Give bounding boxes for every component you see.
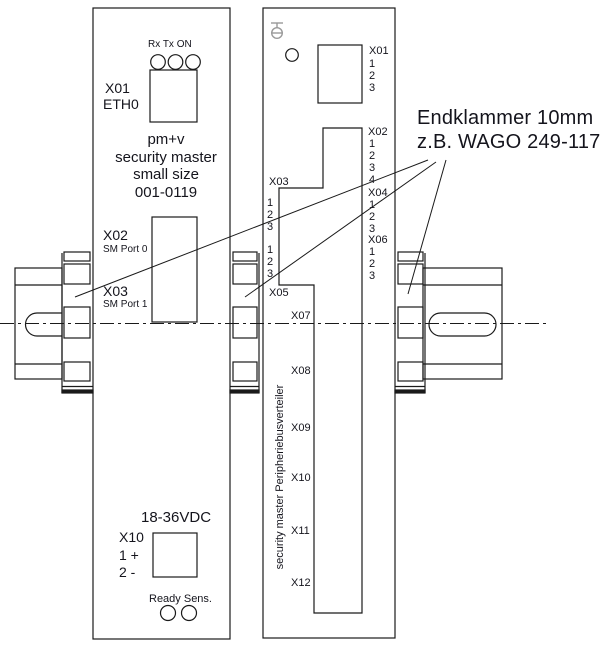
r-x03-pin2: 2 xyxy=(267,209,274,221)
led-on xyxy=(186,55,201,70)
r-x06-pin2: 2 xyxy=(369,258,376,270)
r-x05-pin3: 3 xyxy=(267,268,274,280)
annotation-line-2: z.B. WAGO 249-117 xyxy=(417,130,601,153)
r-x02-pin4: 4 xyxy=(369,174,376,186)
middle-bracket-strip xyxy=(230,252,259,393)
r-x02-label: X02 xyxy=(368,126,388,138)
x10-pin2-label: 2 - xyxy=(119,564,136,580)
x10-pin1-label: 1 + xyxy=(119,547,139,563)
r-x01-pin1: 1 xyxy=(369,58,376,70)
x02-label: X02 xyxy=(103,227,128,243)
annotation-line-1: Endklammer 10mm xyxy=(417,107,594,129)
led-ready xyxy=(161,606,176,621)
eth0-port xyxy=(150,70,197,122)
x01-label: X01 xyxy=(105,80,130,96)
r-x12-label: X12 xyxy=(291,577,311,589)
r-x04-label: X04 xyxy=(368,187,388,199)
ground-icon xyxy=(271,23,283,38)
x01-connector xyxy=(318,45,362,103)
right-module-hole xyxy=(286,49,299,62)
r-x02-pin1: 1 xyxy=(369,138,376,150)
r-x06-label: X06 xyxy=(368,234,388,246)
r-x01-pin2: 2 xyxy=(369,70,376,82)
r-x05-pin2: 2 xyxy=(267,256,274,268)
r-x09-label: X09 xyxy=(291,422,311,434)
peripheriebusverteiler-side-text: security master Peripheriebusverteiler xyxy=(274,384,286,570)
r-x03-pin3: 3 xyxy=(267,221,274,233)
r-x02-pin2: 2 xyxy=(369,150,376,162)
r-x02-pin3: 3 xyxy=(369,162,376,174)
end-clamp-annotation xyxy=(417,107,600,154)
r-x05-label: X05 xyxy=(269,287,289,299)
led-rx xyxy=(151,55,166,70)
led-sens xyxy=(182,606,197,621)
module-title xyxy=(96,131,236,201)
r-x04-pin2: 2 xyxy=(369,211,376,223)
led-row-label: Rx Tx ON xyxy=(148,39,192,50)
r-x03-label: X03 xyxy=(269,176,289,188)
r-x01-pin3: 3 xyxy=(369,82,376,94)
r-x10-label: X10 xyxy=(291,472,311,484)
sm-port-connector xyxy=(152,217,197,322)
title-line-2: security master xyxy=(115,148,217,166)
power-connector xyxy=(153,533,197,577)
x03-label: X03 xyxy=(103,283,128,299)
led-tx xyxy=(168,55,183,70)
title-line-4: 001-0119 xyxy=(134,183,198,201)
r-x08-label: X08 xyxy=(291,365,311,377)
r-x06-pin3: 3 xyxy=(369,270,376,282)
r-x05-pin1: 1 xyxy=(267,244,274,256)
r-x04-pin1: 1 xyxy=(369,199,376,211)
voltage-label: 18-36VDC xyxy=(141,509,212,526)
ready-sens-label: Ready Sens. xyxy=(149,593,212,605)
title-line-3: small size xyxy=(133,166,199,184)
r-x07-label: X07 xyxy=(291,310,311,322)
title-line-1: pm+v xyxy=(147,131,185,148)
r-x11-label: X11 xyxy=(291,525,310,537)
x10-label: X10 xyxy=(119,529,144,545)
right-clamp-slot xyxy=(429,313,496,336)
sm-port1-label: SM Port 1 xyxy=(103,299,148,310)
r-x03-pin1: 1 xyxy=(267,197,274,209)
left-clamp-slot xyxy=(26,313,63,336)
r-x06-pin1: 1 xyxy=(369,246,376,258)
sm-port0-label: SM Port 0 xyxy=(103,244,148,255)
left-bracket-strip xyxy=(62,252,93,393)
right-bracket-strip xyxy=(395,252,425,393)
r-x01-label: X01 xyxy=(369,45,389,57)
r-x04-pin3: 3 xyxy=(369,223,376,235)
eth0-label: ETH0 xyxy=(103,96,139,112)
